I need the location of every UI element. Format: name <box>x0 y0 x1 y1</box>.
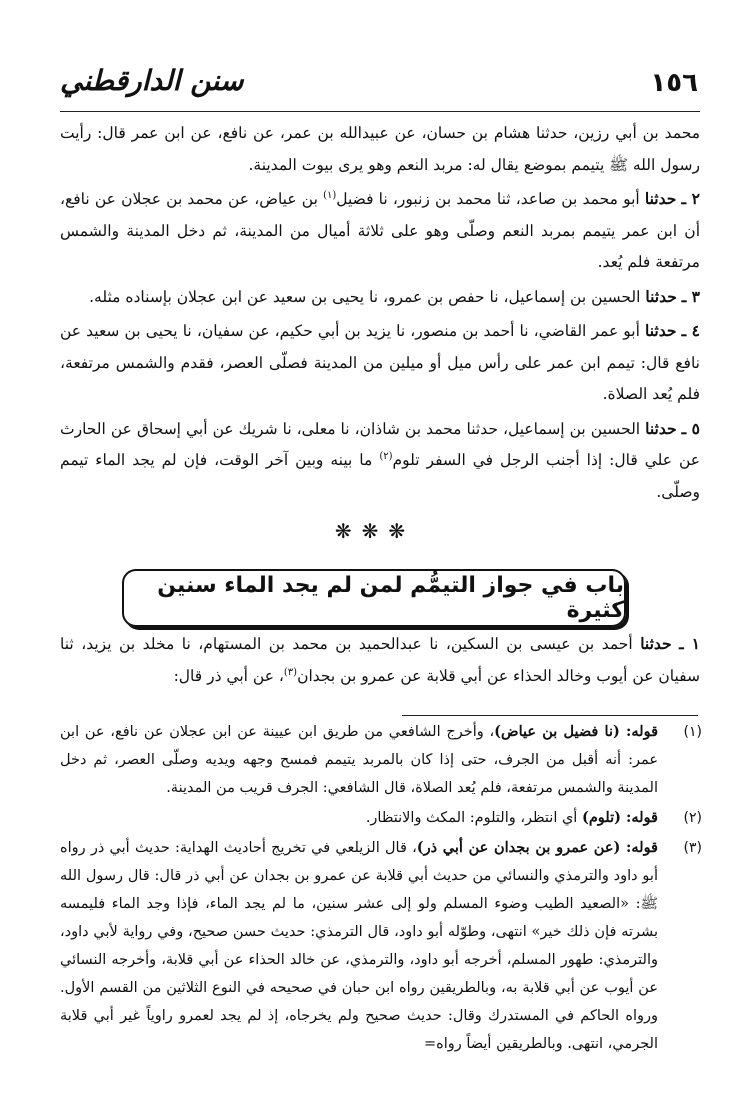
chapter-heading-box <box>122 569 626 627</box>
hadith-number: ٣ ـ <box>681 286 700 306</box>
footnote-3 <box>60 834 702 1058</box>
footnote-1 <box>60 718 702 802</box>
footnote-heading: قوله: (نا فضيل بن عياض) <box>494 723 659 740</box>
footnotes <box>60 718 702 1060</box>
chapter-text <box>60 628 700 692</box>
hadith-text-cont: ما بينه وبين آخر الوقت، فإن لم يجد الماء تيمم وصلّى. <box>60 451 700 501</box>
footnote-heading: قوله: (عن عمرو بن بجدان عن أبي ذر) <box>416 839 658 856</box>
hadith-number: ٢ ـ <box>681 189 700 208</box>
footnote-text: ، قال الزيلعي في تخريج أحاديث الهداية: حديث أبي ذر رواه أبو داود والترمذي والنسائي من حديث أبي قلابة عن عمرو بن بجدان عن أبي ذر قال: قال رسول الله ﷺ: «الصعيد الطيب وضوء المسلم ولو إلى عشر سنين، ما لم يجد الماء، فإذا وجد الماء فليمسه بشرته فإن ذلك خير» انتهى، وطوّله أبو داود، قال الترمذي: حديث حسن صحيح، وفي رواية لأبي داود، والترمذي: طهور المسلم، أخرجه أبو داود، والترمذي، عن خالد الحذاء عن أبي قلابة، وأخرجه النسائي عن أيوب عن أبي قلابة به، وبالطريقين رواه ابن حبان في صحيحه في النوع الثلاثين من القسم الأول. ورواه الحاكم في المستدرك وقال: حديث صحيح ولم يخرجاه، إذ لم يجد لعمرو راوياً غير أبي قلابة الجرمي، انتهى. وبالطريقين أيضاً رواه= <box>60 840 658 1052</box>
hadith-text-cont: ، عن أبي ذر قال: <box>173 666 284 685</box>
hadith-text: أبو محمد بن صاعد، ثنا محمد بن زنبور، نا فضيل <box>336 190 645 208</box>
footnote-2 <box>60 804 702 832</box>
hadith-3 <box>60 281 700 314</box>
footnote-text: ، وأخرج الشافعي من طريق ابن عيينة عن ابن عجلان عن نافع، عن ابن عمر: أنه أقبل من الجرف، حتى إذا كان بالمربد يتيمم فمسح وجهه ويديه وصلّى العصر، ثم دخل المدينة والشمس مرتفعة، فلم يُعد الصلاة، قال الشافعي: الجرف قريب من المدينة. <box>60 724 658 796</box>
running-title: سنن الدارقطني <box>60 64 244 97</box>
hadith-text-cont: بن عياض، عن محمد بن عجلان عن نافع، أن ابن عمر يتيمم بمربد النعم وصلّى وهو على ثلاثة أميال من المدينة، ثم دخل المدينة والشمس مرتفعة فلم يُعد. <box>60 190 700 271</box>
hadith-4 <box>60 315 700 411</box>
hadith-lead: حدثنا <box>644 189 677 208</box>
footnote-rule <box>402 715 698 716</box>
hadith-lead: حدثنا <box>640 634 672 653</box>
chapter-title: باب في جواز التيمُّم لمن لم يجد الماء سنين كثيرة <box>157 573 624 623</box>
hadith-lead: حدثنا <box>645 286 677 306</box>
footnote-number: (٢) <box>683 810 702 826</box>
footnote-ref: (٣) <box>283 666 298 678</box>
footnote-ref: (١) <box>323 189 337 201</box>
page-header <box>60 64 698 110</box>
hadith-5 <box>60 413 700 509</box>
hadith-number: ٥ ـ <box>681 418 700 438</box>
main-text <box>60 118 700 508</box>
footnote-number: (١) <box>683 724 702 740</box>
header-rule <box>60 111 700 112</box>
footnote-number: (٣) <box>683 840 702 856</box>
hadith-text: أبو عمر القاضي، نا أحمد بن منصور، نا يزيد بن أبي حكيم، عن سفيان، نا يحيى بن سعيد عن نافع قال: تيمم ابن عمر على رأس ميل أو ميلين من المدينة فصلّى العصر، فقدم والشمس مرتفعة، فلم يُعد الصلاة. <box>60 322 700 403</box>
hadith-2 <box>60 183 700 279</box>
footnote-ref: (٢) <box>379 450 393 462</box>
footnote-heading: قوله: (تلوم) <box>581 809 658 826</box>
chapter-hadith-1 <box>60 628 700 692</box>
hadith-lead: حدثنا <box>645 321 677 340</box>
section-separator: ❋❋❋ <box>334 519 416 543</box>
page-number: ١٥٦ <box>650 68 698 98</box>
continuation-paragraph: محمد بن أبي رزين، حدثنا هشام بن حسان، عن عبيدالله بن عمر، عن نافع، عن ابن عمر قال: رأيت رسول الله ﷺ يتيمم بموضع يقال له: مربد النعم وهو يرى بيوت المدينة. <box>60 124 700 174</box>
footnote-text: أي انتظر، والتلوم: المكث والانتظار. <box>365 810 582 826</box>
hadith-number: ٤ ـ <box>681 321 700 340</box>
hadith-text: الحسين بن إسماعيل، نا حفص بن عمرو، نا يحيى بن سعيد عن ابن عجلان بإسناده مثله. <box>89 287 646 306</box>
hadith-lead: حدثنا <box>645 418 677 438</box>
hadith-number: ١ ـ <box>679 634 700 653</box>
hadith-text: الحسين بن إسماعيل، حدثنا محمد بن شاذان، نا معلى، نا شريك عن أبي إسحاق عن الحارث عن علي قال: إذا أجنب الرجل في السفر تلوم <box>60 419 700 469</box>
hadith-text: أحمد بن عيسى بن السكين، نا عبدالحميد بن محمد بن المستهام، نا مخلد بن يزيد، ثنا سفيان عن أيوب وخالد الحذاء عن أبي قلابة عن عمرو بن بجدان <box>60 635 700 685</box>
